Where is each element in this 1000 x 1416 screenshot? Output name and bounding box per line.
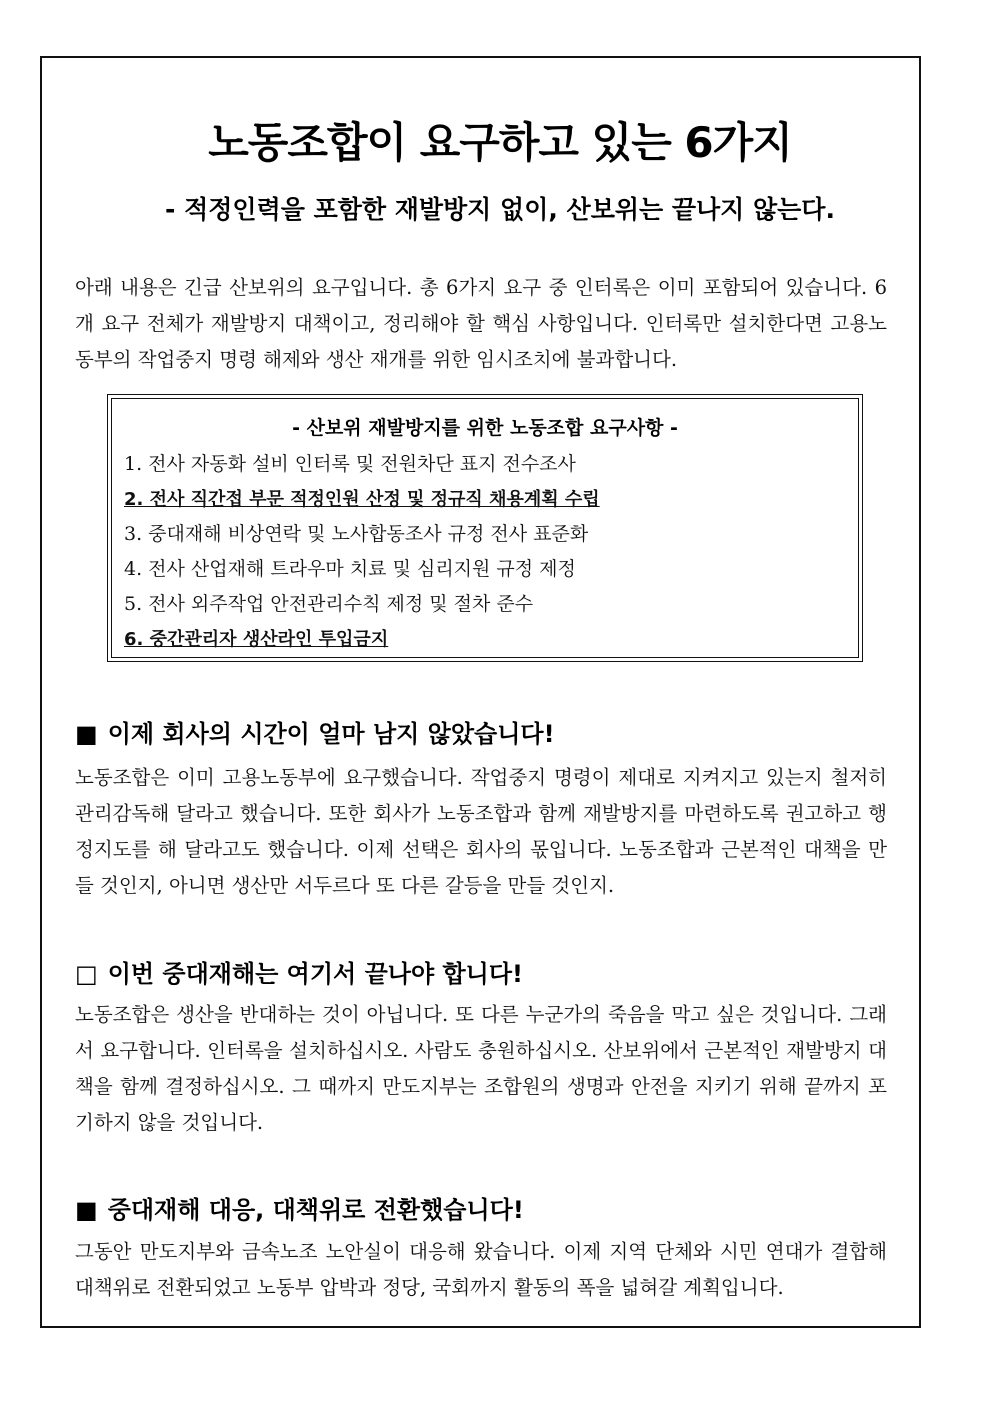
page-subtitle: - 적정인력을 포함한 재발방지 없이, 산보위는 끝나지 않는다. bbox=[165, 195, 835, 224]
demand-item: 2. 전사 직간접 부문 적정인원 산정 및 정규직 채용계획 수립 bbox=[124, 489, 600, 510]
section-body: 노동조합은 이미 고용노동부에 요구했습니다. 작업중지 명령이 제대로 지켜지고 있는지 철저히 관리감독해 달라고 했습니다. 또한 회사가 노동조합과 함께 재발방지를 마련하도록 권고하고 행정지도를 해 달라고도 했습니다. 이제 선택은 회사의 몫입니다. 노동조합과 근본적인 대책을 만들 것인지, 아니면 생산만 서두르다 또 다른 갈등을 만들 것인지. bbox=[75, 766, 887, 897]
filled-square-icon: ■ bbox=[75, 720, 98, 748]
section-heading-text: 이번 중대재해는 여기서 끝나야 합니다! bbox=[107, 960, 523, 988]
demand-item: 5. 전사 외주작업 안전관리수칙 제정 및 절차 준수 bbox=[124, 593, 534, 615]
intro-paragraph: 아래 내용은 긴급 산보위의 요구입니다. 총 6가지 요구 중 인터록은 이미 포함되어 있습니다. 6개 요구 전체가 재발방지 대책이고, 정리해야 할 핵심 사항입니다. 인터록만 설치한다면 고용노동부의 작업중지 명령 해제와 생산 재개를 위한 임시조치에 불과합니다. bbox=[75, 276, 887, 371]
demand-item: 4. 전사 산업재해 트라우마 치료 및 심리지원 규정 제정 bbox=[124, 558, 576, 580]
section-heading-text: 중대재해 대응, 대책위로 전환했습니다! bbox=[107, 1196, 524, 1224]
demand-item: 3. 중대재해 비상연락 및 노사합동조사 규정 전사 표준화 bbox=[124, 523, 589, 545]
section-heading bbox=[75, 714, 905, 749]
demands-box-inner bbox=[111, 398, 859, 658]
section-heading bbox=[75, 1190, 905, 1225]
demand-item: 6. 중간관리자 생산라인 투입금지 bbox=[124, 629, 389, 650]
section-heading bbox=[75, 954, 905, 989]
demand-item: 1. 전사 자동화 설비 인터록 및 전원차단 표지 전수조사 bbox=[124, 453, 576, 475]
empty-square-icon: □ bbox=[75, 960, 98, 988]
page-title: 노동조합이 요구하고 있는 6가지 bbox=[208, 118, 792, 167]
section-heading-text: 이제 회사의 시간이 얼마 남지 않았습니다! bbox=[107, 720, 555, 748]
demands-box-title: - 산보위 재발방지를 위한 노동조합 요구사항 - bbox=[292, 417, 678, 439]
section-body: 노동조합은 생산을 반대하는 것이 아닙니다. 또 다른 누군가의 죽음을 막고 싶은 것입니다. 그래서 요구합니다. 인터록을 설치하십시오. 사람도 충원하십시오. 산보위에서 근본적인 재발방지 대책을 함께 결정하십시오. 그 때까지 만도지부는 조합원의 생명과 안전을 지키기 위해 끝까지 포기하지 않을 것입니다. bbox=[75, 1003, 887, 1134]
demands-box bbox=[107, 394, 863, 662]
filled-square-icon: ■ bbox=[75, 1196, 98, 1224]
section-body: 그동안 만도지부와 금속노조 노안실이 대응해 왔습니다. 이제 지역 단체와 시민 연대가 결합해 대책위로 전환되었고 노동부 압박과 정당, 국회까지 활동의 폭을 넓혀갈 계획입니다. bbox=[75, 1240, 887, 1299]
